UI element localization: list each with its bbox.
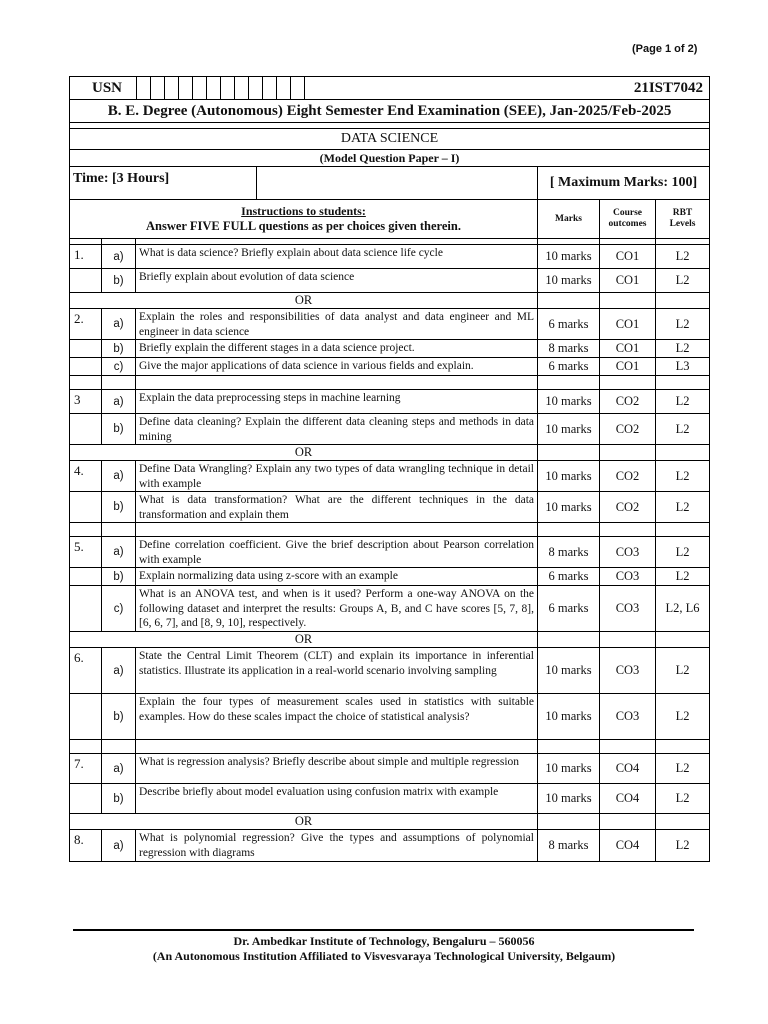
question-row — [70, 537, 710, 568]
question-row — [70, 586, 710, 632]
question-rbt: L2 — [656, 694, 710, 740]
footer-affiliation: (An Autonomous Institution Affiliated to Visvesvaraya Technological University, Belgaum) — [152, 949, 616, 963]
question-number — [70, 694, 102, 740]
time-blank — [256, 167, 537, 199]
question-marks: 10 marks — [538, 492, 600, 523]
question-marks: 6 marks — [538, 568, 600, 586]
question-rbt: L2 — [656, 414, 710, 445]
question-number: 2. — [70, 309, 102, 340]
maximum-marks: [ Maximum Marks: 100] — [538, 167, 710, 200]
question-row — [70, 830, 710, 862]
question-row — [70, 390, 710, 414]
or-divider: OR — [70, 293, 538, 309]
question-number — [70, 568, 102, 586]
question-co: CO2 — [600, 414, 656, 445]
degree-title: B. E. Degree (Autonomous) Eight Semester End Examination (SEE), Jan-2025/Feb-2025 — [70, 100, 710, 123]
question-number — [70, 340, 102, 358]
question-paper-table — [69, 76, 710, 862]
question-marks: 10 marks — [538, 390, 600, 414]
instructions-title: Instructions to students: — [241, 204, 366, 218]
question-text: What is regression analysis? Briefly describe about simple and multiple regression — [136, 754, 538, 784]
question-rbt: L2 — [656, 784, 710, 814]
question-row — [70, 358, 710, 376]
blank-row — [70, 376, 710, 390]
question-rbt: L3 — [656, 358, 710, 376]
question-number: 3 — [70, 390, 102, 414]
question-marks: 10 marks — [538, 648, 600, 694]
question-rbt: L2 — [656, 461, 710, 492]
question-number — [70, 358, 102, 376]
question-rbt: L2 — [656, 830, 710, 862]
question-part: b) — [102, 492, 136, 523]
question-rbt: L2 — [656, 245, 710, 269]
question-part: a) — [102, 461, 136, 492]
question-marks: 8 marks — [538, 340, 600, 358]
question-part: a) — [102, 830, 136, 862]
question-text: What is polynomial regression? Give the types and assumptions of polynomial regression with diagrams — [136, 830, 538, 862]
question-rbt: L2, L6 — [656, 586, 710, 632]
question-co: CO4 — [600, 784, 656, 814]
question-co: CO3 — [600, 586, 656, 632]
usn-box[interactable] — [220, 77, 234, 99]
blank-row — [70, 523, 710, 537]
marks-header: Marks — [538, 200, 600, 239]
question-marks: 10 marks — [538, 245, 600, 269]
question-marks: 6 marks — [538, 309, 600, 340]
question-marks: 8 marks — [538, 830, 600, 862]
question-rbt: L2 — [656, 269, 710, 293]
question-co: CO4 — [600, 754, 656, 784]
question-marks: 10 marks — [538, 694, 600, 740]
usn-box[interactable] — [192, 77, 206, 99]
subject-title: DATA SCIENCE — [70, 129, 710, 150]
question-rbt: L2 — [656, 390, 710, 414]
question-part: a) — [102, 754, 136, 784]
usn-box[interactable] — [248, 77, 262, 99]
question-co: CO1 — [600, 358, 656, 376]
question-rbt: L2 — [656, 648, 710, 694]
time-label: Time: [3 Hours] — [70, 167, 256, 199]
question-row — [70, 461, 710, 492]
question-co: CO1 — [600, 340, 656, 358]
question-co: CO3 — [600, 648, 656, 694]
page-number: (Page 1 of 2) — [632, 43, 698, 55]
question-co: CO3 — [600, 568, 656, 586]
question-co: CO3 — [600, 537, 656, 568]
question-text: Define data cleaning? Explain the different data cleaning steps and methods in data mining — [136, 414, 538, 445]
question-row — [70, 309, 710, 340]
question-co: CO1 — [600, 309, 656, 340]
or-divider: OR — [70, 445, 538, 461]
usn-box[interactable] — [164, 77, 178, 99]
question-part: b) — [102, 568, 136, 586]
question-text: What is data science? Briefly explain about data science life cycle — [136, 245, 538, 269]
footer-divider — [73, 929, 694, 931]
question-text: Explain normalizing data using z-score with an example — [136, 568, 538, 586]
question-text: Explain the roles and responsibilities of data analyst and data engineer and ML engineer in data science — [136, 309, 538, 340]
question-number — [70, 784, 102, 814]
question-part: a) — [102, 390, 136, 414]
question-rbt: L2 — [656, 340, 710, 358]
usn-box[interactable] — [178, 77, 192, 99]
question-number — [70, 492, 102, 523]
question-row — [70, 492, 710, 523]
usn-box[interactable] — [150, 77, 164, 99]
question-co: CO2 — [600, 390, 656, 414]
question-number: 1. — [70, 245, 102, 269]
question-text: State the Central Limit Theorem (CLT) and explain its importance in inferential statistics. Illustrate its application in a real-world scenario involving sampling — [136, 648, 538, 694]
question-rbt: L2 — [656, 568, 710, 586]
question-row — [70, 694, 710, 740]
question-marks: 8 marks — [538, 537, 600, 568]
question-rbt: L2 — [656, 754, 710, 784]
question-text: What is an ANOVA test, and when is it used? Perform a one-way ANOVA on the following dataset and interpret the results: Groups A, B, and C have scores [5, 7, 8], [6, 6, 7], and [8, 9, 10], respectively. — [136, 586, 538, 632]
question-co: CO1 — [600, 245, 656, 269]
question-text: What is data transformation? What are the different techniques in the data transformation and explain them — [136, 492, 538, 523]
question-part: a) — [102, 245, 136, 269]
instructions-text: Answer FIVE FULL questions as per choices given therein. — [146, 219, 461, 233]
question-row — [70, 648, 710, 694]
model-paper-label: (Model Question Paper – I) — [70, 150, 710, 167]
or-divider: OR — [70, 632, 538, 648]
instructions — [70, 200, 538, 239]
question-text: Define correlation coefficient. Give the brief description about Pearson correlation with example — [136, 537, 538, 568]
question-part: a) — [102, 537, 136, 568]
question-number: 6. — [70, 648, 102, 694]
question-marks: 10 marks — [538, 269, 600, 293]
question-text: Give the major applications of data science in various fields and explain. — [136, 358, 538, 376]
question-part: c) — [102, 358, 136, 376]
usn-box[interactable] — [276, 77, 290, 99]
question-number — [70, 414, 102, 445]
course-outcomes-header: Course outcomes — [600, 200, 656, 239]
question-rbt: L2 — [656, 492, 710, 523]
question-text: Explain the four types of measurement scales used in statistics with suitable examples. How do these scales impact the choice of statistical analysis? — [136, 694, 538, 740]
question-co: CO4 — [600, 830, 656, 862]
question-co: CO2 — [600, 492, 656, 523]
footer-institution: Dr. Ambedkar Institute of Technology, Bengaluru – 560056 — [233, 934, 535, 948]
question-row — [70, 784, 710, 814]
usn-box[interactable] — [234, 77, 248, 99]
question-number: 4. — [70, 461, 102, 492]
usn-box[interactable] — [136, 77, 150, 99]
question-number — [70, 269, 102, 293]
usn-box[interactable] — [206, 77, 220, 99]
question-text: Briefly explain about evolution of data science — [136, 269, 538, 293]
question-row — [70, 754, 710, 784]
question-text: Define Data Wrangling? Explain any two types of data wrangling technique in detail with example — [136, 461, 538, 492]
question-row — [70, 568, 710, 586]
question-part: c) — [102, 586, 136, 632]
question-part: b) — [102, 340, 136, 358]
question-part: a) — [102, 309, 136, 340]
question-number: 5. — [70, 537, 102, 568]
question-rbt: L2 — [656, 309, 710, 340]
question-marks: 10 marks — [538, 754, 600, 784]
question-marks: 6 marks — [538, 358, 600, 376]
question-text: Briefly explain the different stages in a data science project. — [136, 340, 538, 358]
question-marks: 10 marks — [538, 461, 600, 492]
blank-row — [70, 740, 710, 754]
question-number — [70, 586, 102, 632]
question-marks: 10 marks — [538, 414, 600, 445]
question-row — [70, 340, 710, 358]
question-text: Explain the data preprocessing steps in machine learning — [136, 390, 538, 414]
question-number: 7. — [70, 754, 102, 784]
question-marks: 6 marks — [538, 586, 600, 632]
usn-label: USN — [70, 77, 136, 99]
question-row — [70, 414, 710, 445]
or-divider: OR — [70, 814, 538, 830]
question-part: b) — [102, 784, 136, 814]
question-marks: 10 marks — [538, 784, 600, 814]
question-co: CO2 — [600, 461, 656, 492]
rbt-levels-header: RBT Levels — [656, 200, 710, 239]
question-number: 8. — [70, 830, 102, 862]
usn-row — [70, 77, 710, 100]
question-part: a) — [102, 648, 136, 694]
question-rbt: L2 — [656, 537, 710, 568]
question-row — [70, 269, 710, 293]
usn-box[interactable] — [262, 77, 276, 99]
question-row — [70, 245, 710, 269]
usn-box[interactable] — [290, 77, 304, 99]
question-co: CO1 — [600, 269, 656, 293]
question-part: b) — [102, 694, 136, 740]
question-part: b) — [102, 414, 136, 445]
question-co: CO3 — [600, 694, 656, 740]
question-part: b) — [102, 269, 136, 293]
course-code: 21IST7042 — [633, 79, 704, 96]
question-text: Describe briefly about model evaluation using confusion matrix with example — [136, 784, 538, 814]
